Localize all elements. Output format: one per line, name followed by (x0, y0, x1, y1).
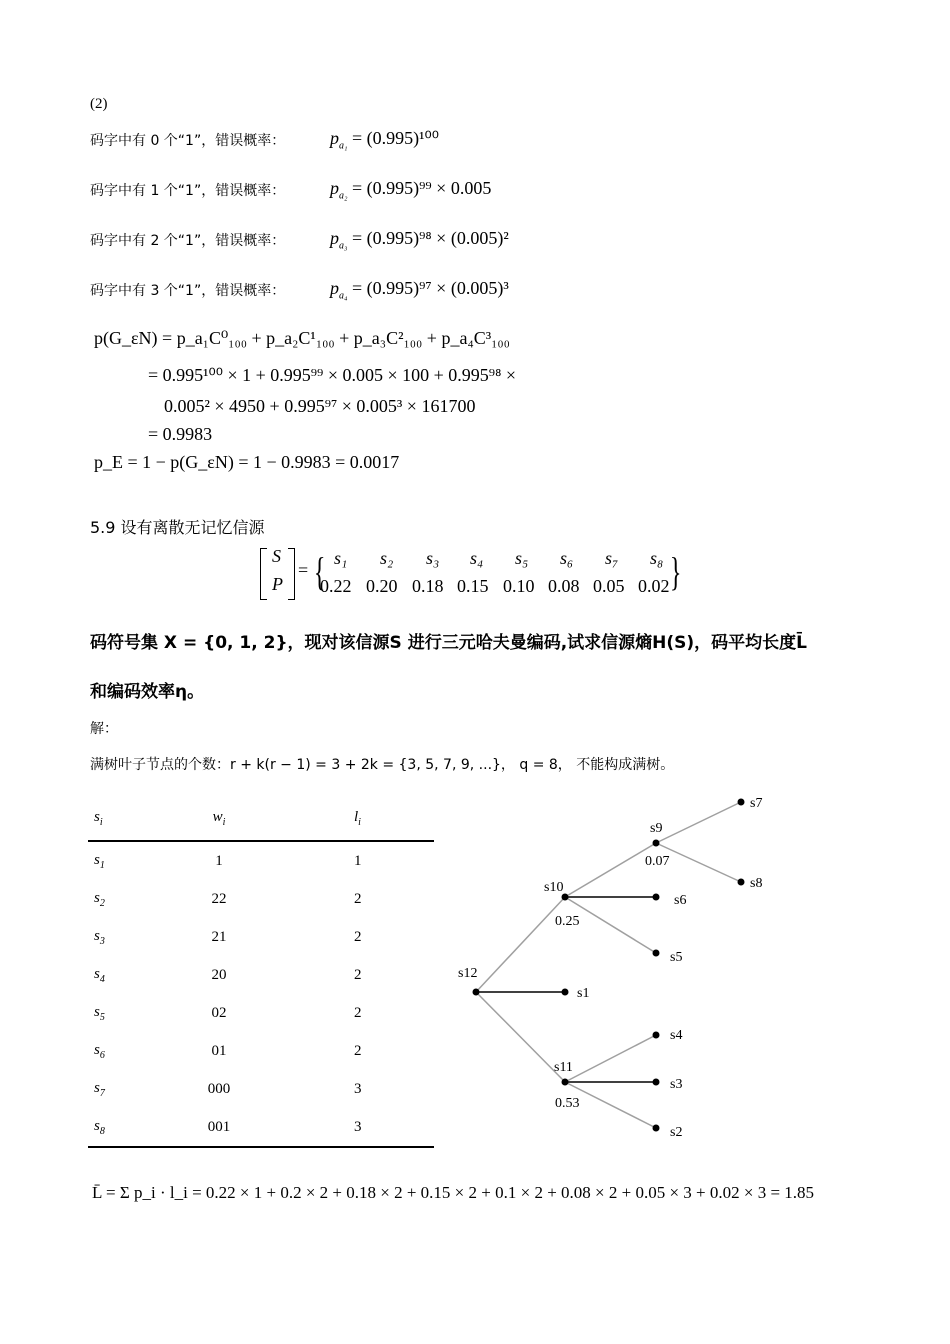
cell-w: 01 (211, 1042, 227, 1059)
cell-w: 000 (207, 1080, 231, 1097)
cell-l: 2 (354, 1004, 362, 1021)
edge-s10-s9 (565, 843, 656, 897)
header-l-text: l (354, 808, 359, 825)
cell-l: 3 (354, 1080, 362, 1097)
formula-sub: a₁ (339, 140, 348, 152)
node-s9 (653, 840, 660, 847)
cell-s-text: s (94, 851, 100, 868)
cell-s-text: s (94, 1003, 100, 1020)
symbol-s6: s₆ (560, 548, 574, 568)
label-s9: s9 (650, 821, 663, 836)
cell-l: 1 (354, 852, 362, 869)
cell-w: 20 (211, 966, 227, 983)
derivation-line-4: p_E = 1 − p(G_εN) = 1 − 0.9983 = 0.0017 (94, 452, 400, 472)
label-s1: s1 (577, 986, 590, 1001)
edge-s9-s7 (656, 802, 741, 843)
table-header-row (88, 796, 434, 841)
error-line-formula (330, 228, 509, 252)
node-s1 (562, 989, 569, 996)
node-s11 (562, 1079, 569, 1086)
cell-s (88, 1108, 174, 1147)
cell-s-text: s (94, 889, 100, 906)
cell-s (88, 1032, 174, 1070)
cell-l: 2 (354, 890, 362, 907)
label-s10: s10 (544, 880, 564, 895)
cell-s-text: s (94, 927, 100, 944)
symbol-s1: s₁ (334, 548, 348, 568)
error-line-formula (330, 278, 509, 302)
cell-s-text: s (94, 1079, 100, 1096)
error-line-text: 码字中有 1 个“1”，错误概率： (90, 183, 286, 199)
error-line-text: 码字中有 0 个“1”，错误概率： (90, 133, 286, 149)
table-row (88, 1032, 434, 1070)
cell-s-sub: 5 (99, 1011, 105, 1023)
error-line-formula (330, 178, 491, 202)
cell-s (88, 918, 174, 956)
right-brace: } (669, 549, 682, 594)
cell-s (88, 880, 174, 918)
error-line-text: 码字中有 2 个“1”，错误概率： (90, 233, 286, 249)
cell-s-sub: 1 (99, 859, 105, 871)
table-row (88, 880, 434, 918)
label-s4: s4 (670, 1028, 683, 1043)
prob-s4: 0.15 (457, 576, 489, 596)
symbol-s2: s₂ (380, 548, 394, 568)
prob-s3: 0.18 (412, 576, 444, 596)
table-row (88, 841, 434, 880)
cell-s-sub: 4 (99, 973, 105, 985)
header-s-text: s (94, 808, 100, 825)
header-l-sub: i (358, 816, 361, 828)
formula-lhs: p (330, 228, 339, 248)
header-w-sub: i (222, 816, 226, 828)
problem-heading (90, 515, 265, 538)
problem-title: 设有离散无记忆信源 (120, 518, 265, 537)
cell-l: 3 (264, 1108, 434, 1147)
derivation-line-2: 0.005² × 4950 + 0.995⁹⁷ × 0.005³ × 161700 (164, 396, 476, 416)
label-s12: s12 (458, 966, 478, 981)
node-s5 (653, 950, 660, 957)
formula-rhs: = (0.995)⁹⁸ × (0.005)² (351, 228, 509, 248)
node-s4 (653, 1032, 660, 1039)
source-matrix (258, 546, 688, 602)
header-w (174, 796, 264, 841)
formula-rhs: = (0.995)¹⁰⁰ (351, 128, 439, 148)
derivation-line-3: = 0.9983 (148, 424, 213, 444)
error-line-3 (90, 280, 285, 300)
edge-s11-s4 (565, 1035, 656, 1082)
error-line-1 (90, 180, 285, 200)
prob-s6: 0.08 (548, 576, 580, 596)
cell-s-text: s (94, 1117, 100, 1134)
cell-s-sub: 2 (99, 897, 105, 909)
node-s6 (653, 894, 660, 901)
symbol-s3: s₃ (426, 548, 440, 568)
problem-statement-2: 和编码效率η。 (90, 682, 205, 702)
matrix-top: S (272, 546, 281, 566)
tree-labels (458, 796, 762, 1140)
solution-label: 解： (90, 721, 118, 737)
cell-s-sub: 3 (99, 935, 105, 947)
huffman-tree (440, 790, 800, 1150)
label-s7: s7 (750, 796, 763, 811)
header-w-text: w (212, 808, 223, 825)
table-row (88, 1108, 434, 1147)
symbol-s8: s₈ (650, 548, 664, 568)
cell-s-text: s (94, 965, 100, 982)
error-line-formula (330, 128, 439, 152)
cell-s-sub: 8 (99, 1125, 105, 1137)
symbol-s7: s₇ (605, 548, 619, 568)
cell-s (88, 994, 174, 1032)
prob-s9: 0.07 (645, 854, 670, 869)
table-row (88, 1070, 434, 1108)
cell-l: 2 (354, 1042, 362, 1059)
label-s11: s11 (554, 1060, 573, 1075)
cell-s (88, 956, 174, 994)
formula-lhs: p (330, 128, 339, 148)
problem-statement-1: 码符号集 X = {0, 1, 2}，现对该信源S 进行三元哈夫曼编码,试求信源熵H(S)，码平均长度L̄ (90, 633, 808, 653)
header-s (88, 796, 174, 841)
cell-s-text: s (94, 1041, 100, 1058)
avg-length-formula: L̄ = Σ p_i · l_i = 0.22 × 1 + 0.2 × 2 + 0.18 × 2 + 0.15 × 2 + 0.1 × 2 + 0.08 × 2 + 0.05 × 3 + 0.02 × 3 = 1.85 (92, 1183, 815, 1202)
node-s7 (738, 799, 745, 806)
label-s5: s5 (670, 950, 683, 965)
left-brace: { (313, 549, 326, 594)
formula-rhs: = (0.995)⁹⁷ × (0.005)³ (351, 278, 509, 298)
cell-s (88, 841, 174, 880)
cell-l: 2 (354, 928, 362, 945)
formula-sub: a₄ (339, 290, 348, 302)
cell-l: 2 (354, 966, 362, 983)
label-s3: s3 (670, 1077, 683, 1092)
prob-s11: 0.53 (555, 1096, 580, 1111)
symbol-s4: s₄ (470, 548, 484, 568)
tree-edges (476, 802, 741, 1128)
node-s2 (653, 1125, 660, 1132)
leaf-count-line: 满树叶子节点的个数：r + k(r − 1) = 3 + 2k = {3, 5, 7, 9, ...}， q = 8， 不能构成满树。 (90, 757, 675, 773)
cell-s (88, 1070, 174, 1108)
error-line-text: 码字中有 3 个“1”，错误概率： (90, 283, 286, 299)
cell-w: 001 (174, 1108, 264, 1147)
symbol-s5: s₅ (515, 548, 529, 568)
prob-s10: 0.25 (555, 914, 580, 929)
node-s12 (473, 989, 480, 996)
label-s6: s6 (674, 893, 687, 908)
cell-w: 22 (211, 890, 227, 907)
prob-s1: 0.22 (320, 576, 352, 596)
cell-w: 1 (215, 852, 223, 869)
table-row (88, 956, 434, 994)
equals-sign: = (298, 560, 309, 580)
cell-w: 02 (211, 1004, 227, 1021)
label-s8: s8 (750, 876, 763, 891)
error-line-0 (90, 130, 285, 150)
formula-lhs: p (330, 278, 339, 298)
prob-s2: 0.20 (366, 576, 398, 596)
right-bracket (288, 548, 295, 600)
header-l (264, 796, 434, 841)
edge-s12-s10 (476, 897, 565, 992)
label-s2: s2 (670, 1125, 683, 1140)
prob-s8: 0.02 (638, 576, 670, 596)
matrix-bottom: P (272, 574, 283, 594)
derivation-line-1: = 0.995¹⁰⁰ × 1 + 0.995⁹⁹ × 0.005 × 100 + 0.995⁹⁸ × (148, 365, 516, 385)
formula-sub: a₃ (339, 240, 348, 252)
node-s3 (653, 1079, 660, 1086)
prob-s5: 0.10 (503, 576, 535, 596)
prob-s7: 0.05 (593, 576, 625, 596)
code-table (88, 796, 434, 1148)
table-row (88, 918, 434, 956)
edge-s12-s11 (476, 992, 565, 1082)
node-s8 (738, 879, 745, 886)
left-bracket (260, 548, 267, 600)
problem-number: 5.9 (90, 518, 116, 537)
formula-sub: a₂ (339, 190, 348, 202)
derivation-line-0: p(G_εN) = p_a₁C⁰₁₀₀ + p_a₂C¹₁₀₀ + p_a₃C²₁₀₀ + p_a₄C³₁₀₀ (94, 328, 510, 348)
header-s-sub: i (99, 816, 103, 828)
cell-w: 21 (211, 928, 227, 945)
formula-lhs: p (330, 178, 339, 198)
formula-rhs: = (0.995)⁹⁹ × 0.005 (351, 178, 492, 198)
table-row (88, 994, 434, 1032)
error-line-2 (90, 230, 285, 250)
cell-s-sub: 6 (99, 1049, 105, 1061)
part-label: (2) (90, 96, 108, 112)
cell-s-sub: 7 (99, 1087, 105, 1099)
